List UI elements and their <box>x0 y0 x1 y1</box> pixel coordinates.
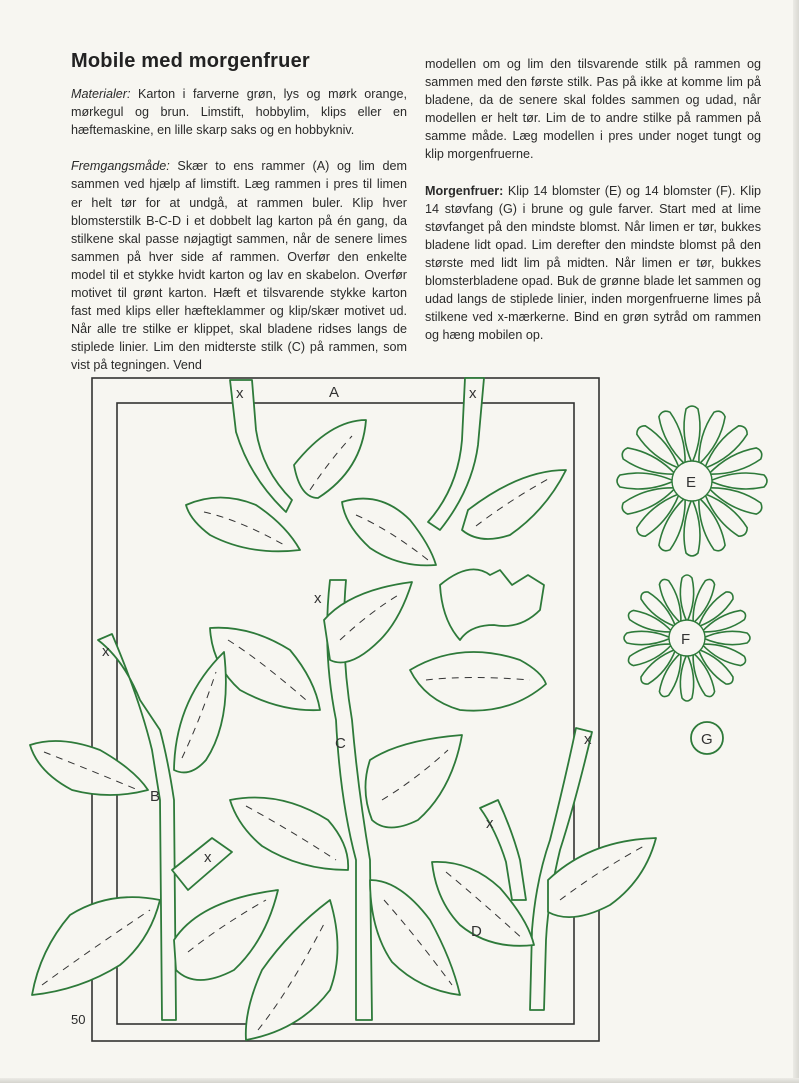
petal <box>684 499 700 556</box>
flowers-paragraph <box>425 182 761 345</box>
label-d: D <box>471 923 482 940</box>
materials-text: Karton i farverne grøn, lys og mørk orange, mørkegul og brun. Limstift, hobbylim, klips eller en hæftemaskine, en lille skarp saks og en hobbykniv. <box>71 87 407 138</box>
x-mark-5: x <box>204 849 212 866</box>
pattern-drawing <box>0 360 799 1060</box>
right-column <box>425 55 761 362</box>
petal <box>684 406 700 463</box>
label-a: A <box>329 384 340 401</box>
stem-b <box>30 634 278 1020</box>
flowers-label: Morgenfruer: <box>425 183 504 198</box>
label-c: C <box>335 735 346 752</box>
continued-paragraph: modellen om og lim den tilsvarende stilk på rammen og sammen med den første stilk. Pas på ikke at komme lim på bladene, da de senere skal foldes sammen og udad, når modellen er helt tør. Lim de to andre stilke på rammen på samme måde. Læg modellen i pres under noget tungt og klip morgenfruerne. <box>425 57 761 162</box>
bottom-edge <box>0 1078 799 1083</box>
label-f: F <box>681 631 691 648</box>
stem-d <box>432 728 656 1010</box>
label-b: B <box>150 788 161 805</box>
x-mark-3: x <box>314 590 322 607</box>
petal <box>703 631 750 644</box>
method-paragraph <box>71 157 407 374</box>
petal <box>680 654 693 701</box>
x-mark-2: x <box>469 385 477 402</box>
label-e: E <box>686 474 697 491</box>
x-mark-6: x <box>486 815 494 832</box>
petal <box>710 473 767 489</box>
petal <box>680 575 693 622</box>
x-mark-7: x <box>584 731 592 748</box>
flowers-text: Klip 14 blomster (E) og 14 blomster (F). Klip 14 støvfang (G) i brune og gule farver. Start med at lime støvfanget på den mindste blomst. Når limen er tør, bukkes bladene lidt opad. Lim derefter den mindste blomst på den største med lidt lim på midten. Når limen er tør, bukkes blomsterbladene opad. Buk de grønne blade let sammen og udad langs de stiplede linier, inden morgenfruerne limes på stilkene ved x-mærkerne. Bind en grøn sytråd om rammen og hæng mobilen op. <box>425 183 762 343</box>
x-mark-4: x <box>102 643 110 660</box>
petal <box>617 473 674 489</box>
left-column <box>71 52 407 393</box>
materials-paragraph <box>71 85 407 139</box>
petal <box>624 631 671 644</box>
page-title: Mobile med morgenfruer <box>71 50 310 72</box>
page-number: 50 <box>71 1012 86 1027</box>
label-g: G <box>701 731 713 748</box>
materials-label: Materialer: <box>71 87 131 102</box>
page-edge <box>793 0 799 1083</box>
x-mark-1: x <box>236 385 244 402</box>
method-text: Skær to ens rammer (A) og lim dem sammen ved hjælp af limstift. Læg rammen i pres til limen er helt tør for at undgå, at rammen buler. Klip hver blomsterstilk B-C-D i et dobbelt lag karton på én gang, da stilkene skal passe nøjagtigt sammen, når de senere limes sammen på hver side af rammen. Overfør den enkelte model til et stykke hvidt karton og lav en skabelon. Overfør motivet til grønt karton. Hæft et tilsvarende stykke karton fast med klips eller hæfteklammer og klip/skær motivet ud. Når alle tre stilke er klippet, skal bladene ridses langs de stiplede linier. Lim den midterste stilk (C) på rammen, som vist på tegningen. Vend <box>71 159 408 373</box>
method-label: Fremgangsmåde: <box>71 159 170 174</box>
